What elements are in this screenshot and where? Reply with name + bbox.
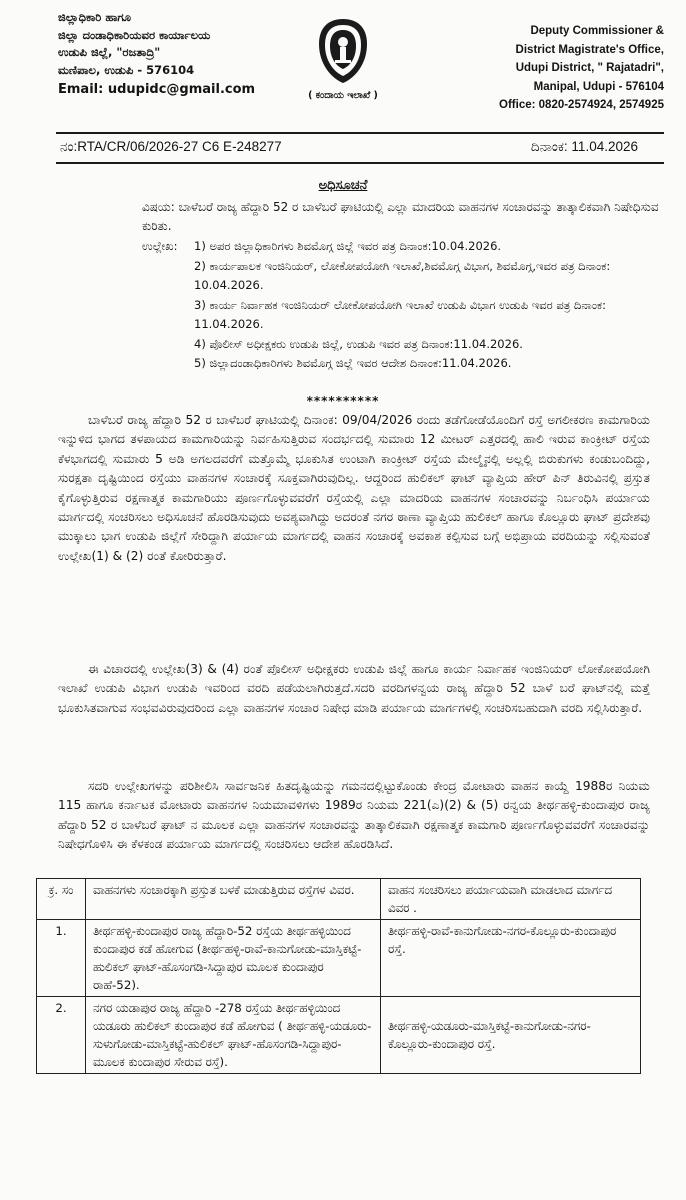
paragraph-text: ಬಾಳೆಬರೆ ರಾಜ್ಯ ಹೆದ್ದಾರಿ 52 ರ ಬಾಳೆಬರೆ ಘಾಟಿಯಲ್ಲಿ ದಿನಾಂಕ: 09/04/2026 ರಂದು ತಡೆಗೋಡೆಯೊಂದಿಗೆ ರಸ್ತೆ ಅಗಲೀಕರಣ ಕಾಮಗಾರಿಯ ಇನ್ನುಳಿದ ಭಾಗದ ತಳಪಾಯದ ಕಾಮಗಾರಿಯನ್ನು ನಿರ್ವಹಿಸುತ್ತಿರುವ ಸಂದರ್ಭದಲ್ಲಿ ಸುಮಾರು 12 ಮೀಟರ್ ಎತ್ತರದಲ್ಲಿ ಹಾಲಿ ಇರುವ ಕಾಂಕ್ರೀಟ್ ರಸ್ತೆಯ ಕೆಳಭಾಗದಲ್ಲಿ ಸುಮಾರು 5 ಅಡಿ ಅಗಲದವರೆಗೆ ಮತ್ತೊಮ್ಮೆ ಭೂಕುಸಿತ ಉಂಟಾಗಿ ಕಾಂಕ್ರೀಟ್ ರಸ್ತೆಯ ಮೇಲ್ಮೈನಲ್ಲಿ ಅಲ್ಲಲ್ಲಿ ಬಿರುಕುಗಳು ಕಂಡುಬಂದಿದ್ದು, ಸುರಕ್ಷತಾ ದೃಷ್ಟಿಯಿಂದ ರಸ್ತೆಯು ವಾಹನಗಳ ಸಂಚಾರಕ್ಕೆ ಸೂಕ್ತವಾಗಿರುವುದಿಲ್ಲ. ಆದ್ದರಿಂದ ಹುಲಿಕಲ್ ಘಾಟ್ ವ್ಯಾಪ್ತಿಯ ಹೇರ್ ಪಿನ್ ತಿರುವಿನಲ್ಲಿ ಪ್ರಸ್ತುತ ಕೈಗೊಳ್ಳುತ್ತಿರುವ ರಕ್ಷಣಾತ್ಮಕ ಕಾಮಗಾರಿಯು ಪೂರ್ಣಗೊಳ್ಳುವವರೆಗೆ ರಸ್ತೆಯಲ್ಲಿ ಎಲ್ಲಾ ಮಾದರಿಯ ವಾಹನಗಳ ಸಂಚಾರವನ್ನು ನಿರ್ಬಂಧಿಸಿ ಪರ್ಯಾಯ ಮಾರ್ಗದಲ್ಲಿ ಸಂಚರಿಸಲು ಅಧಿಸೂಚನೆ ಹೊರಡಿಸುವುದು ಅವಶ್ಯವಾಗಿದ್ದು ಅದರಂತೆ ನಗರ ಠಾಣಾ ವ್ಯಾಪ್ತಿಯ ಹುಲಿಕಲ್ ಹಾಗೂ ಕೊಲ್ಲೂರು ಘಾಟ್ ಪ್ರದೇಶವು ಮುಕ್ಕಾಲು ಭಾಗ ಉಡುಪಿ ಜಿಲ್ಲೆಗೆ ಸೇರಿದ್ದಾಗಿ ಪರ್ಯಾಯ ಮಾರ್ಗದಲ್ಲಿ ವಾಹನ ಸಂಚಾರಕ್ಕೆ ಅವಕಾಶ ಕಲ್ಪಿಸುವ ಬಗ್ಗೆ ಅಭಿಪ್ರಾಯ ವರದಿಯನ್ನು ಸಲ್ಲಿಸುವಂತೆ ಉಲ್ಲೇಖ(1) & (2) ರಂತೆ ಕೋರಿರುತ್ತಾರೆ. [58, 413, 650, 563]
paragraph-text: ಸದರಿ ಉಲ್ಲೇಖಗಳನ್ನು ಪರಿಶೀಲಿಸಿ ಸಾರ್ವಜನಿಕ ಹಿತದೃಷ್ಟಿಯನ್ನು ಗಮನದಲ್ಲಿಟ್ಟುಕೊಂಡು ಕೇಂದ್ರ ಮೋಟಾರು ವಾಹನ ಕಾಯ್ದೆ 1988ರ ನಿಯಮ 115 ಹಾಗೂ ಕರ್ನಾಟಕ ಮೋಟಾರು ವಾಹನಗಳ ನಿಯಮಾವಳಿಗಳು 1989ರ ನಿಯಮ 221(ಎ)(2) & (5) ರನ್ವಯ ತೀರ್ಥಹಳ್ಳಿ-ಕುಂದಾಪುರ ರಾಜ್ಯ ಹೆದ್ದಾರಿ 52 ರ ಬಾಳೆಬರೆ ಘಾಟ್ ನ ಮೂಲಕ ಎಲ್ಲಾ ವಾಹನಗಳ ಸಂಚಾರವನ್ನು ತಾತ್ಕಾಲಿಕವಾಗಿ ರಕ್ಷಣಾತ್ಮಕ ಕಾಮಗಾರಿ ಪೂರ್ಣಗೊಳ್ಳುವವರೆಗೆ ಸಂಚಾರವನ್ನು ನಿಷೇಧಗೊಳಿಸಿ ಈ ಕೆಳಕಂಡ ಪರ್ಯಾಯ ಮಾರ್ಗದಲ್ಲಿ ಸಂಚರಿಸಲು ಆದೇಶ ಹೊರಡಿಸಿದೆ. [58, 779, 650, 852]
header-divider-bottom [56, 162, 664, 164]
lh-right-line: Udupi District, " Rajatadri", [515, 62, 664, 74]
header-divider-top [56, 132, 664, 134]
lh-right-line: Deputy Commissioner & [530, 25, 664, 37]
header-alternate-route: ವಾಹನ ಸಂಚರಿಸಲು ಪರ್ಯಾಯವಾಗಿ ಮಾಡಲಾದ ಮಾರ್ಗದ ವಿವರ . [381, 879, 641, 920]
lh-left-line: ಉಡುಪಿ ಜಿಲ್ಲೆ, "ರಜತಾದ್ರಿ" [58, 45, 161, 59]
reference-text: 4) ಪೊಲೀಸ್ ಅಧೀಕ್ಷಕರು ಉಡುಪಿ ಜಿಲ್ಲೆ, ಉಡುಪಿ ಇವರ ಪತ್ರ ದಿನಾಂಕ:11.04.2026. [194, 336, 523, 351]
table-header-row [37, 879, 641, 920]
section-separator: ********** [306, 394, 380, 408]
table-row [37, 997, 641, 1074]
body-paragraph-2 [58, 660, 650, 718]
reference-item [142, 237, 662, 257]
lh-right-line: Office: 0820-2574924, 2574925 [499, 99, 664, 111]
header-serial: ಕ್ರ. ಸಂ [37, 879, 86, 920]
reference-text: 1) ಅಪರ ಜಿಲ್ಲಾಧಿಕಾರಿಗಳು ಶಿವಮೊಗ್ಗ ಜಿಲ್ಲೆ ಇವರ ಪತ್ರ ದಿನಾಂಕ:10.04.2026. [194, 239, 502, 253]
reference-item [142, 257, 662, 296]
row-alternate-route: ತೀರ್ಥಹಳ್ಳಿ-ಯಡೂರು-ಮಾಸ್ತಿಕಟ್ಟೆ-ಕಾನುಗೋಡು-ನಗರ-ಕೊಲ್ಲೂರು-ಕುಂದಾಪುರ ರಸ್ತೆ. [381, 997, 641, 1074]
notice-date: ದಿನಾಂಕ: 11.04.2026 [530, 139, 638, 154]
subject-line: ವಿಷಯ: ಬಾಳೆಬರೆ ರಾಜ್ಯ ಹೆದ್ದಾರಿ 52 ರ ಬಾಳೆಬರೆ ಘಾಟಿಯಲ್ಲಿ ಎಲ್ಲಾ ಮಾದರಿಯ ವಾಹನಗಳ ಸಂಚಾರವನ್ನು ತಾತ್ಕಾಲಿಕವಾಗಿ ನಿಷೇಧಿಸುವ ಕುರಿತು. [142, 200, 659, 233]
lh-right-line: Manipal, Udupi - 576104 [533, 80, 664, 93]
reference-item [142, 354, 662, 374]
letterhead-english [414, 22, 664, 115]
lh-left-line: ಜಿಲ್ಲಾ ದಂಡಾಧಿಕಾರಿಯವರ ಕಾರ್ಯಾಲಯ [58, 27, 211, 42]
notice-title: ಅಧಿಸೂಚನೆ [318, 178, 368, 193]
alternate-routes-table [36, 878, 641, 1074]
row-current-road: ತೀರ್ಥಹಳ್ಳಿ-ಕುಂದಾಪುರ ರಾಜ್ಯ ಹೆದ್ದಾರಿ-52 ರಸ್ತೆಯ ತೀರ್ಥಹಳ್ಳಿಯಿಂದ ಕುಂದಾಪುರ ಕಡೆ ಹೋಗುವ (ತೀರ್ಥಹಳ್ಳಿ-ರಾವೆ-ಕಾನುಗೋಡು-ಮಾಸ್ತಿಕಟ್ಟೆ-ಹುಲಿಕಲ್ ಘಾಟ್-ಹೊಸಂಗಡಿ-ಸಿದ್ದಾಪುರ ಮೂಲಕ ಕುಂದಾಪುರ ರಾಹೆ-52). [86, 920, 381, 997]
government-seal-icon [313, 16, 373, 86]
reference-text: 5) ಜಿಲ್ಲಾದಂಡಾಧಿಕಾರಿಗಳು ಶಿವಮೊಗ್ಗ ಜಿಲ್ಲೆ ಇವರ ಆದೇಶ ದಿನಾಂಕ:11.04.2026. [194, 356, 512, 370]
lh-left-line: ಮಣಿಪಾಲ, ಉಡುಪಿ - 576104 [58, 62, 195, 77]
table-row [37, 920, 641, 997]
references-list [142, 237, 662, 374]
letterhead-kannada [58, 9, 288, 99]
row-current-road: ನಗರ ಯಡಾಪುರ ರಾಜ್ಯ ಹೆದ್ದಾರಿ -278 ರಸ್ತೆಯ ತೀರ್ಥಹಳ್ಳಿಯಿಂದ ಯಡೂರು ಹುಲಿಕಲ್ ಕುಂದಾಪುರ ಕಡೆ ಹೋಗುವ ( ತೀರ್ಥಹಳ್ಳಿ-ಯಡೂರು-ಸುಳುಗೋಡು-ಮಾಸ್ತಿಕಟ್ಟೆ-ಹುಲಿಕಲ್ ಘಾಟ್-ಹೊಸಂಗಡಿ-ಸಿದ್ದಾಪುರ-ಮೂಲಕ ಕುಂದಾಪುರ ಸೇರುವ ರಸ್ತೆ). [86, 997, 381, 1074]
reference-item [142, 296, 662, 335]
row-serial: 2. [37, 997, 86, 1074]
paragraph-text: ಈ ವಿಚಾರದಲ್ಲಿ ಉಲ್ಲೇಖ(3) & (4) ರಂತೆ ಪೊಲೀಸ್ ಅಧೀಕ್ಷಕರು ಉಡುಪಿ ಜಿಲ್ಲೆ ಹಾಗೂ ಕಾರ್ಯ ನಿರ್ವಾಹಕ ಇಂಜಿನಿಯರ್ ಲೋಕೋಪಯೋಗಿ ಇಲಾಖೆ ಉಡುಪಿ ವಿಭಾಗ ಉಡುಪಿ ಇವರಿಂದ ವರದಿ ಪಡೆಯಲಾಗಿರುತ್ತದೆ.ಸದರಿ ವರದಿಗಳನ್ವಯ ರಾಜ್ಯ ಹೆದ್ದಾರಿ 52 ಬಾಳೆ ಬರೆ ಘಾಟ್‌ನಲ್ಲಿ ಮತ್ತೆ ಭೂಕುಸಿತವಾಗುವ ಸಂಭವವಿರುವುದರಿಂದ ಎಲ್ಲಾ ವಾಹನಗಳ ಸಂಚಾರ ನಿಷೇಧ ಮಾಡಿ ಪರ್ಯಾಯ ಮಾರ್ಗಗಳಲ್ಲಿ ಸಂಚರಿಸಬಹುದಾಗಿ ವರದಿ ಸಲ್ಲಿಸಿರುತ್ತಾರೆ. [58, 662, 650, 715]
reference-number: ನಂ:RTA/CR/06/2026-27 C6 E-248277 [60, 139, 282, 154]
email-address: Email: udupidc@gmail.com [58, 82, 256, 97]
row-serial: 1. [37, 920, 86, 997]
row-alternate-route: ತೀರ್ಥಹಳ್ಳಿ-ರಾವೆ-ಕಾನುಗೋಡು-ನಗರ-ಕೊಲ್ಲೂರು-ಕುಂದಾಪುರ ರಸ್ತೆ. [381, 920, 641, 997]
header-current-roads: ವಾಹನಗಳು ಸಂಚಾರಕ್ಕಾಗಿ ಪ್ರಸ್ತುತ ಬಳಕೆ ಮಾಡುತ್ತಿರುವ ರಸ್ತೆಗಳ ವಿವರ. [86, 879, 381, 920]
reference-item [142, 335, 662, 355]
karnataka-emblem [305, 16, 381, 101]
lh-right-line: District Magistrate's Office, [515, 43, 664, 56]
reference-text: 3) ಕಾರ್ಯ ನಿರ್ವಾಹಕ ಇಂಜಿನಿಯರ್ ಲೋಕೋಪಯೋಗಿ ಇಲಾಖೆ ಉಡುಪಿ ವಿಭಾಗ ಉಡುಪಿ ಇವರ ಪತ್ರ ದಿನಾಂಕ: 11.04.2026. [194, 297, 606, 331]
body-paragraph-1 [58, 411, 650, 566]
emblem-caption: ( ಕಂದಾಯ ಇಲಾಖೆ ) [308, 90, 378, 101]
reference-text: 2) ಕಾರ್ಯಪಾಲಕ ಇಂಜಿನಿಯರ್, ಲೋಕೋಪಯೋಗಿ ಇಲಾಖೆ,ಶಿವಮೊಗ್ಗ ವಿಭಾಗ, ಶಿವಮೊಗ್ಗ,ಇವರ ಪತ್ರ ದಿನಾಂಕ: 10.04.2026. [194, 258, 611, 292]
lh-left-line: ಜಿಲ್ಲಾಧಿಕಾರಿ ಹಾಗೂ [58, 10, 131, 24]
body-paragraph-3 [58, 777, 650, 855]
references-label: ಉಲ್ಲೇಖ: [142, 239, 178, 253]
